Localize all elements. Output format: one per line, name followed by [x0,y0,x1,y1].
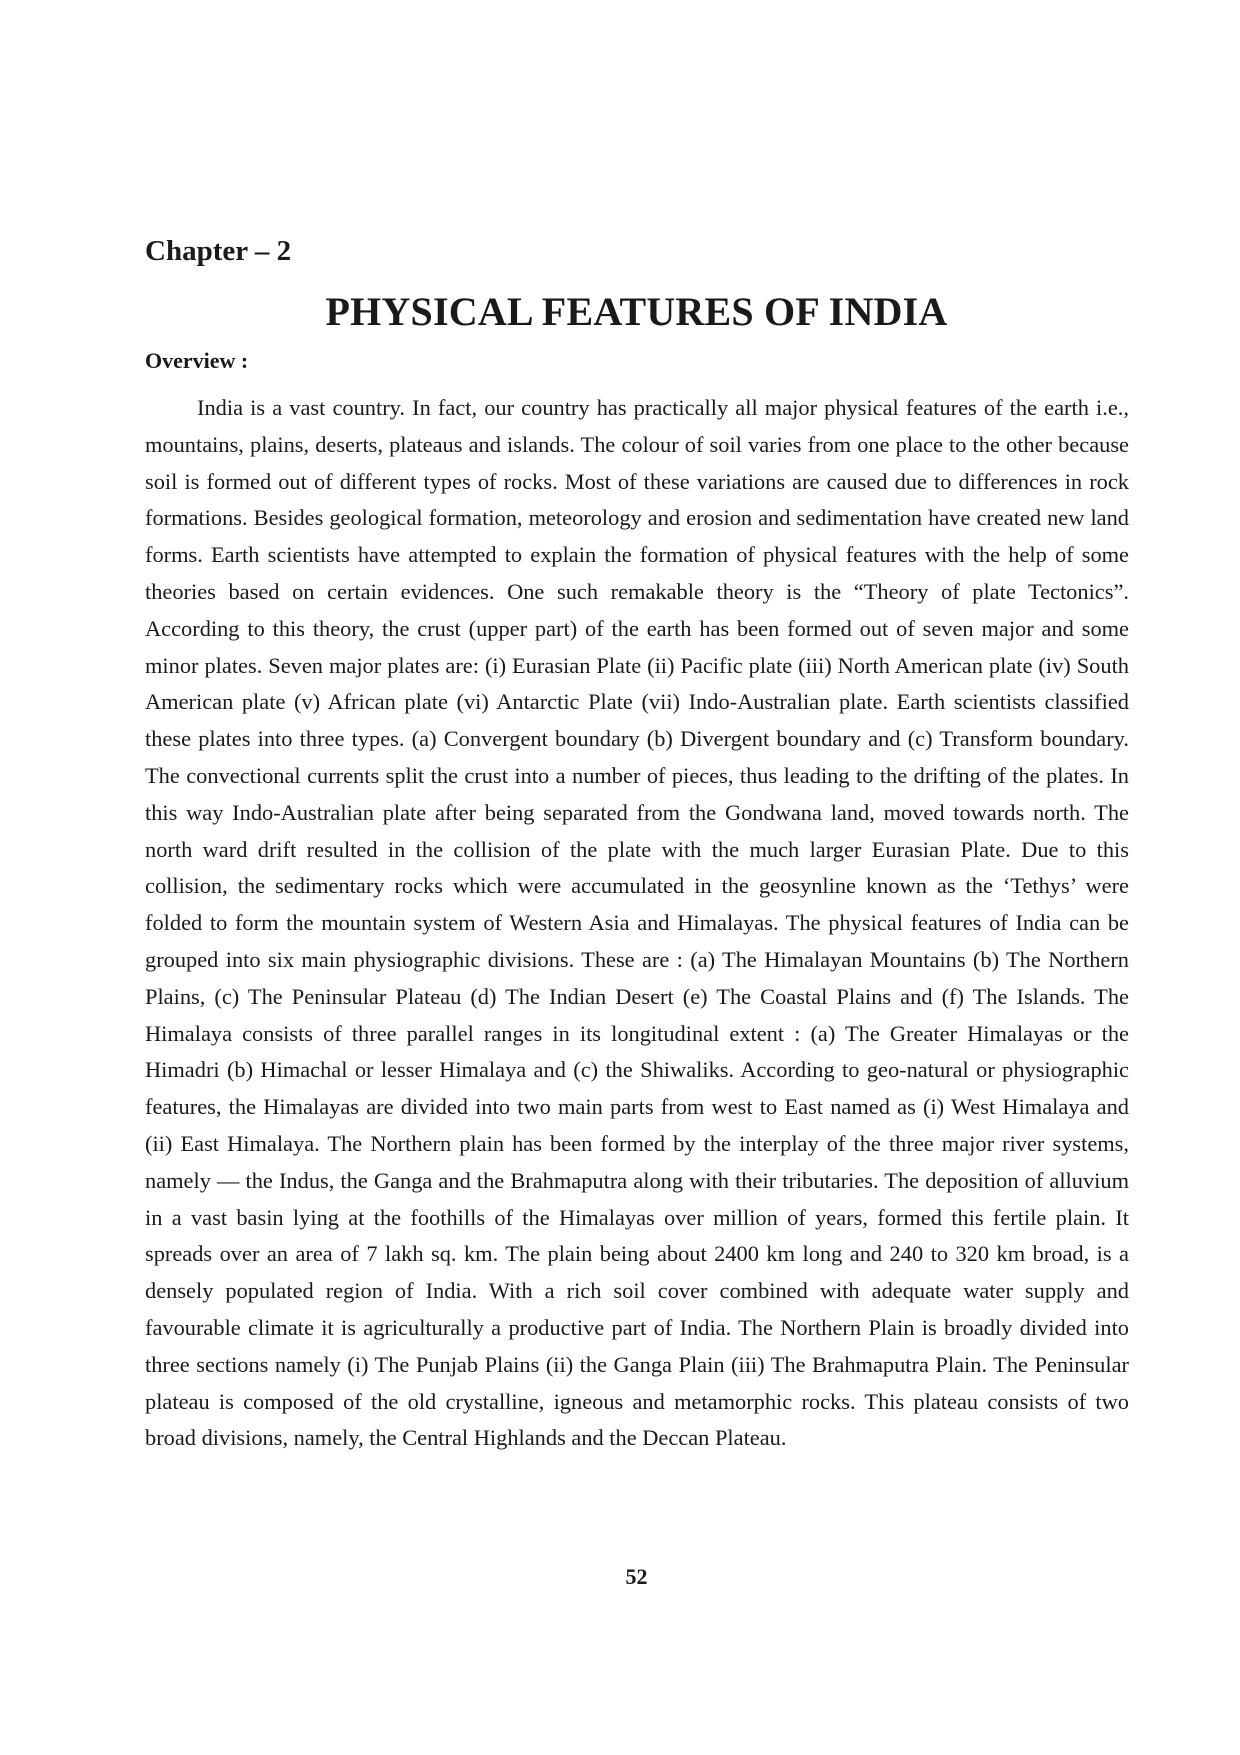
page-number: 52 [625,1564,648,1589]
chapter-label: Chapter – 2 [145,235,292,267]
overview-heading: Overview : [145,348,249,373]
overview-paragraph: India is a vast country. In fact, our country has practically all major physical features of the earth i.e., mountains, plains, deserts, plateaus and islands. The colour of soil varies from one place to the other because soil is formed out of different types of rocks. Most of these variations are caused due to differences in rock formations. Besides geological formation, meteorology and erosion and sedimentation have created new land forms. Earth scientists have attempted to explain the formation of physical features with the help of some theories based on certain evidences. One such remakable theory is the “Theory of plate Tectonics”. According to this theory, the crust (upper part) of the earth has been formed out of seven major and some minor plates. Seven major plates are: (i) Eurasian Plate (ii) Pacific plate (iii) North American plate (iv) South American plate (v) African plate (vi) Antarctic Plate (vii) Indo-Australian plate. Earth scientists classified these plates into three types. (a) Convergent boundary (b) Divergent boundary and (c) Transform boundary. The convectional currents split the crust into a number of pieces, thus leading to the drifting of the plates. In this way Indo-Australian plate after being separated from the Gondwana land, moved towards north. The north ward drift resulted in the collision of the plate with the much larger Eurasian Plate. Due to this collision, the sedimentary rocks which were accumulated in the geosynline known as the ‘Tethys’ were folded to form the mountain system of Western Asia and Himalayas. The physical features of India can be grouped into six main physiographic divisions. These are : (a) The Himalayan Mountains (b) The Northern Plains, (c) The Peninsular Plateau (d) The Indian Desert (e) The Coastal Plains and (f) The Islands. The Himalaya consists of three parallel ranges in its longitudinal extent : (a) The Greater Himalayas or the Himadri (b) Himachal or lesser Himalaya and (c) the Shiwaliks. According to geo-natural or physiographic features, the Himalayas are divided into two main parts from west to East named as (i) West Himalaya and (ii) East Himalaya. The Northern plain has been formed by the interplay of the three major river systems, namely — the Indus, the Ganga and the Brahmaputra along with their tributaries. The deposition of alluvium in a vast basin lying at the foothills of the Himalayas over million of years, formed this fertile plain. It spreads over an area of 7 lakh sq. km. The plain being about 2400 km long and 240 to 320 km broad, is a densely populated region of India. With a rich soil cover combined with adequate water supply and favourable climate it is agriculturally a productive part of India. The Northern Plain is broadly divided into three sections namely (i) The Punjab Plains (ii) the Ganga Plain (iii) The Brahmaputra Plain. The Peninsular plateau is composed of the old crystalline, igneous and metamorphic rocks. This plateau consists of two broad divisions, namely, the Central Highlands and the Deccan Plateau. [145,395,1129,1451]
chapter-title: PHYSICAL FEATURES OF INDIA [325,289,948,334]
